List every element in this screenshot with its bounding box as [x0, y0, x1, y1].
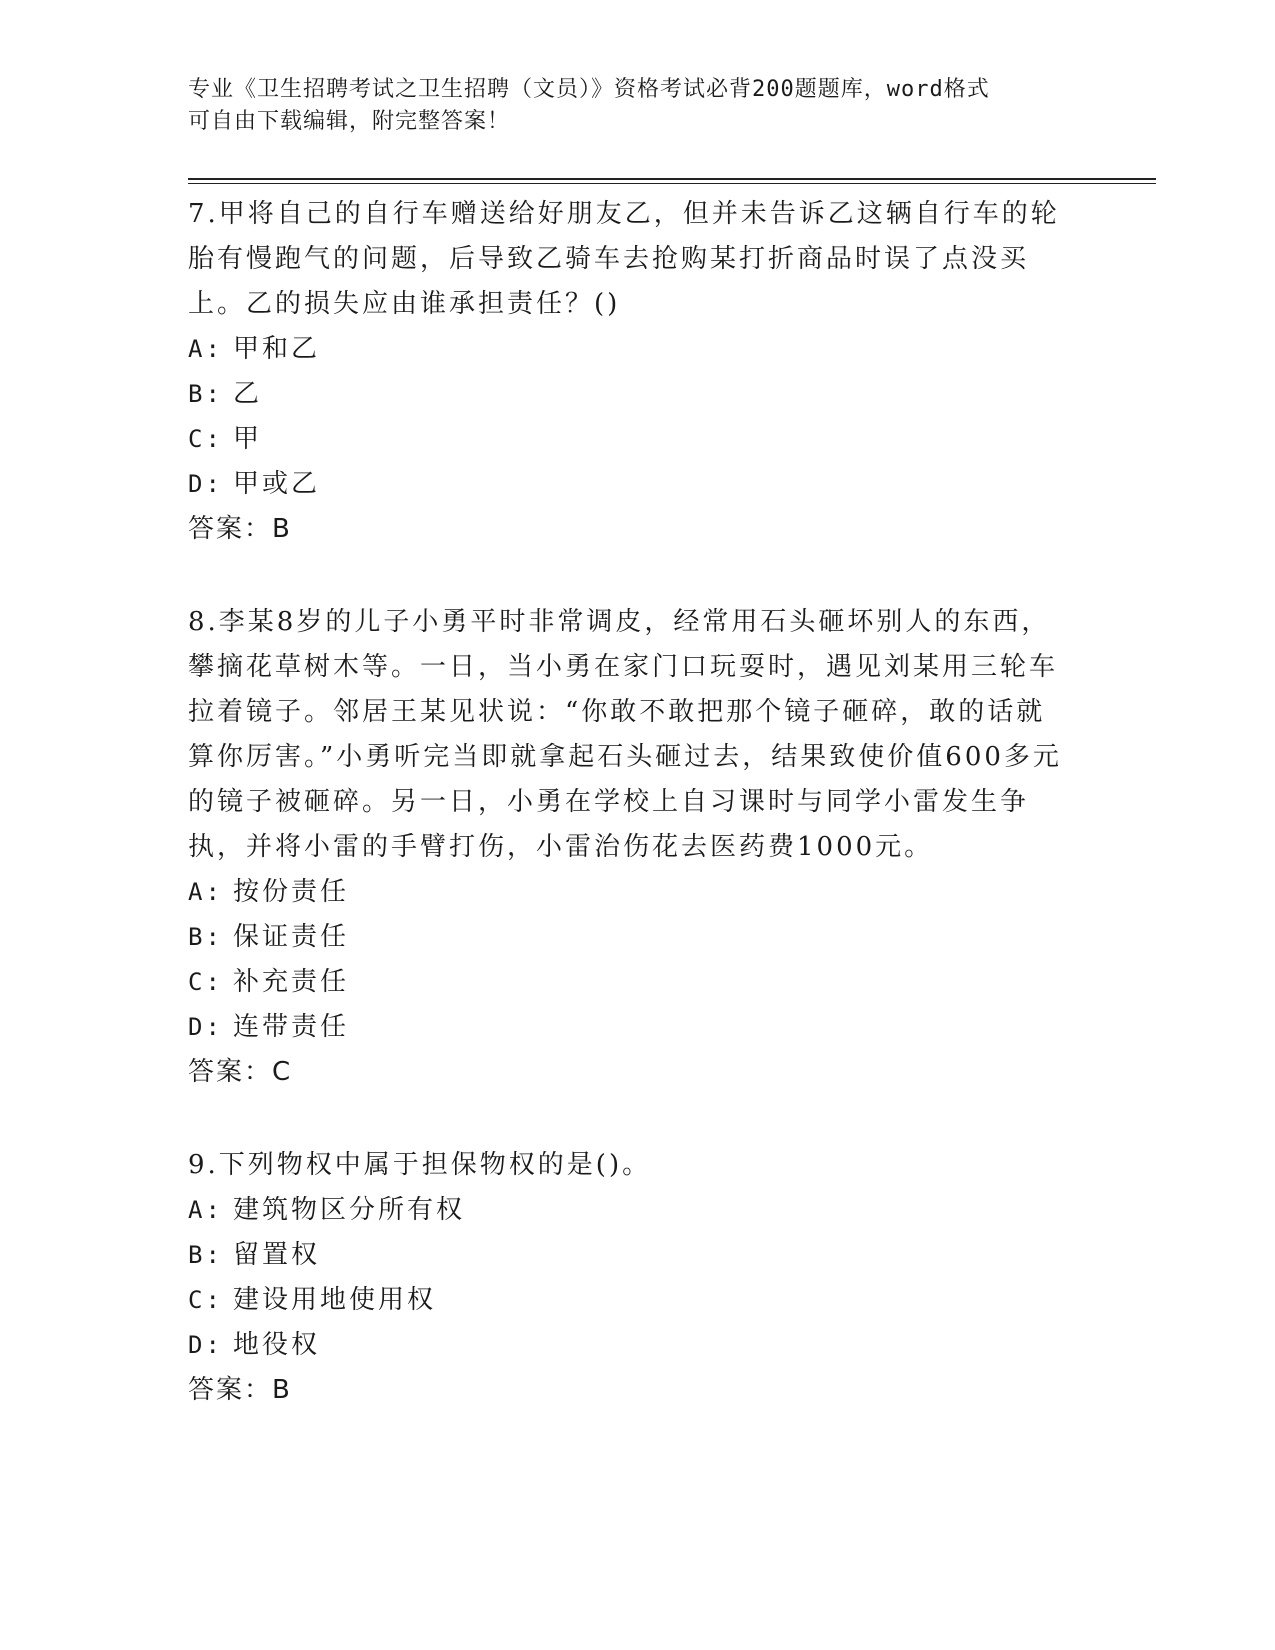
option-c	[188, 960, 1068, 1005]
option-letter: D:	[188, 470, 223, 498]
option-b	[188, 915, 1068, 960]
option-b	[188, 372, 1068, 417]
option-letter: B:	[188, 1241, 223, 1269]
option-letter: A:	[188, 878, 223, 906]
option-letter: B:	[188, 380, 223, 408]
option-d	[188, 1323, 1068, 1368]
option-a	[188, 1188, 1068, 1233]
question-stem: 7.甲将自己的自行车赠送给好朋友乙，但并未告诉乙这辆自行车的轮胎有慢跑气的问题，后导致乙骑车去抢购某打折商品时误了点没买上。乙的损失应由谁承担责任？()	[188, 199, 1060, 319]
option-letter: D:	[188, 1331, 223, 1359]
option-c	[188, 417, 1068, 462]
option-d	[188, 1005, 1068, 1050]
answer-line: 答案：C	[188, 1057, 293, 1087]
question-9	[188, 1143, 1068, 1413]
answer-line: 答案：B	[188, 514, 292, 544]
option-text: 补充责任	[233, 967, 350, 997]
question-list	[188, 192, 1068, 1461]
option-d	[188, 462, 1068, 507]
option-text: 甲或乙	[233, 469, 321, 499]
header-line-2: 可自由下载编辑，附完整答案！	[188, 109, 511, 134]
option-text: 地役权	[233, 1330, 321, 1360]
option-b	[188, 1233, 1068, 1278]
option-a	[188, 870, 1068, 915]
answer-line: 答案：B	[188, 1375, 292, 1405]
document-header	[188, 74, 1068, 138]
question-stem: 9.下列物权中属于担保物权的是()。	[188, 1150, 652, 1180]
option-text: 按份责任	[233, 877, 350, 907]
question-stem: 8.李某8岁的儿子小勇平时非常调皮，经常用石头砸坏别人的东西，攀摘花草树木等。一日，当小勇在家门口玩耍时，遇见刘某用三轮车拉着镜子。邻居王某见状说：“你敢不敢把那个镜子砸碎，敢的话就算你厉害。”小勇听完当即就拿起石头砸过去，结果致使价值600多元的镜子被砸碎。另一日，小勇在学校上自习课时与同学小雷发生争执，并将小雷的手臂打伤，小雷治伤花去医药费1000元。	[188, 607, 1062, 862]
option-letter: A:	[188, 335, 223, 363]
option-text: 甲	[233, 424, 263, 454]
option-text: 乙	[233, 379, 263, 409]
option-text: 建筑物区分所有权	[233, 1195, 466, 1225]
question-7	[188, 192, 1068, 552]
header-divider	[188, 178, 1156, 184]
option-letter: C:	[188, 425, 223, 453]
option-c	[188, 1278, 1068, 1323]
option-text: 建设用地使用权	[233, 1285, 437, 1315]
option-text: 留置权	[233, 1240, 321, 1270]
option-letter: B:	[188, 923, 223, 951]
option-text: 连带责任	[233, 1012, 350, 1042]
option-text: 甲和乙	[233, 334, 321, 364]
question-8	[188, 600, 1068, 1095]
option-a	[188, 327, 1068, 372]
option-letter: A:	[188, 1196, 223, 1224]
option-text: 保证责任	[233, 922, 350, 952]
option-letter: D:	[188, 1013, 223, 1041]
option-letter: C:	[188, 968, 223, 996]
header-line-1: 专业《卫生招聘考试之卫生招聘（文员）》资格考试必背200题题库，word格式	[188, 77, 990, 102]
option-letter: C:	[188, 1286, 223, 1314]
